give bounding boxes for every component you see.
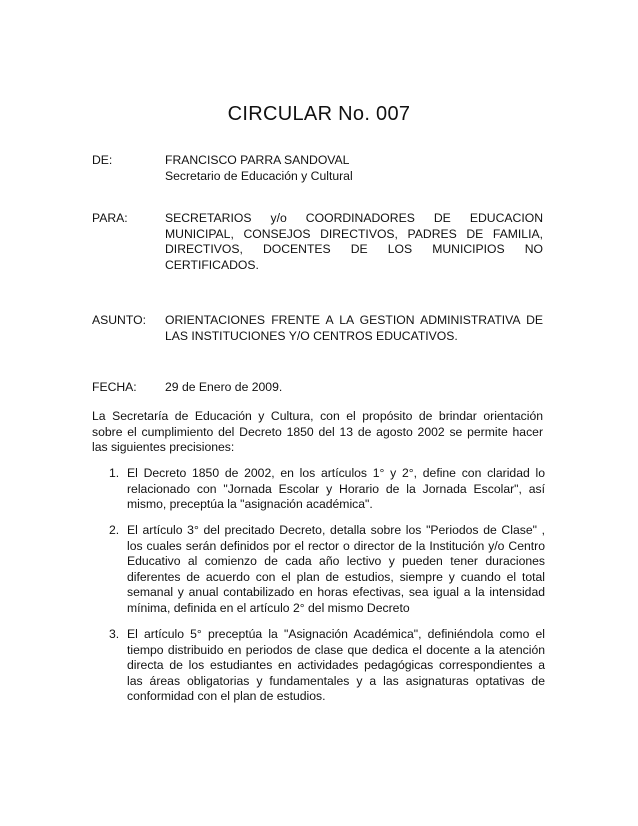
item-line: diferentes de acuerdo con el plan de estudios, siempre y cuando el total	[127, 569, 545, 584]
item-text	[127, 627, 545, 705]
document-title: CIRCULAR No. 007	[227, 103, 411, 125]
asunto-block	[165, 313, 543, 344]
para-line: SECRETARIOS y/o COORDINADORES DE EDUCACION	[165, 211, 543, 225]
item-text	[127, 523, 545, 616]
para-label: PARA:	[92, 211, 128, 225]
item-text	[127, 466, 545, 513]
de-block	[165, 153, 543, 184]
item-number: 1.	[109, 466, 120, 480]
asunto-label: ASUNTO:	[92, 313, 146, 327]
para-line: CERTIFICADOS.	[165, 257, 259, 272]
item-line: mismo, preceptúa la "asignación académica".	[127, 497, 373, 511]
item-line: El artículo 3° del precitado Decreto, detalla sobre los "Periodos de Clase" ,	[127, 523, 545, 537]
item-line: El Decreto 1850 de 2002, en los artículos 1° y 2°, define con claridad lo	[127, 466, 545, 480]
intro-line: La Secretaría de Educación y Cultura, con el propósito de brindar orientación	[92, 409, 543, 423]
fecha-label: FECHA:	[92, 380, 137, 394]
sender-role: Secretario de Educación y Cultural	[165, 168, 353, 183]
para-line: MUNICIPAL, CONSEJOS DIRECTIVOS, PADRES DE FAMILIA,	[165, 226, 543, 241]
item-line: Educativo al comienzo de cada año lectivo y pueden tener duraciones	[127, 554, 545, 568]
item-line: tiempo distribuido en periodos de clase que dedica el docente a la atención	[127, 642, 545, 657]
item-line: las áreas obligatorias y fundamentales y a las asignaturas optativas de	[127, 673, 545, 688]
item-number: 3.	[109, 627, 120, 641]
item-line: semanal y anual contabilizado en horas efectivas, sea igual a la intensidad	[127, 585, 545, 599]
item-line: los cuales serán definidos por el rector o director de la Institución y/o Centro	[127, 538, 545, 553]
de-label: DE:	[92, 153, 113, 167]
item-line: conformidad con el plan de estudios.	[127, 689, 326, 703]
asunto-line: ORIENTACIONES FRENTE A LA GESTION ADMINISTRATIVA DE	[165, 313, 543, 327]
intro-line: las siguientes precisiones:	[92, 440, 235, 454]
fecha-value: 29 de Enero de 2009.	[165, 380, 283, 394]
item-line: relacionado con "Jornada Escolar y Horario de la Jornada Escolar", así	[127, 481, 545, 496]
asunto-line: LAS INSTITUCIONES Y/O CENTROS EDUCATIVOS.	[165, 328, 458, 343]
sender-name: FRANCISCO PARRA SANDOVAL	[165, 153, 350, 167]
item-line: mínima, definida en el artículo 2° del mismo Decreto	[127, 600, 410, 615]
intro-line: sobre el cumplimiento del Decreto 1850 del 13 de agosto 2002 se permite hacer	[92, 424, 543, 439]
item-line: directa de los estudiantes en actividades pedagógicas correspondientes a	[127, 658, 545, 672]
para-block	[165, 211, 543, 273]
para-line: DIRECTIVOS, DOCENTES DE LOS MUNICIPIOS NO	[165, 242, 543, 256]
item-number: 2.	[109, 523, 120, 537]
intro-paragraph	[92, 409, 543, 456]
item-line: El artículo 5° preceptúa la "Asignación Académica", definiéndola como el	[127, 627, 545, 641]
